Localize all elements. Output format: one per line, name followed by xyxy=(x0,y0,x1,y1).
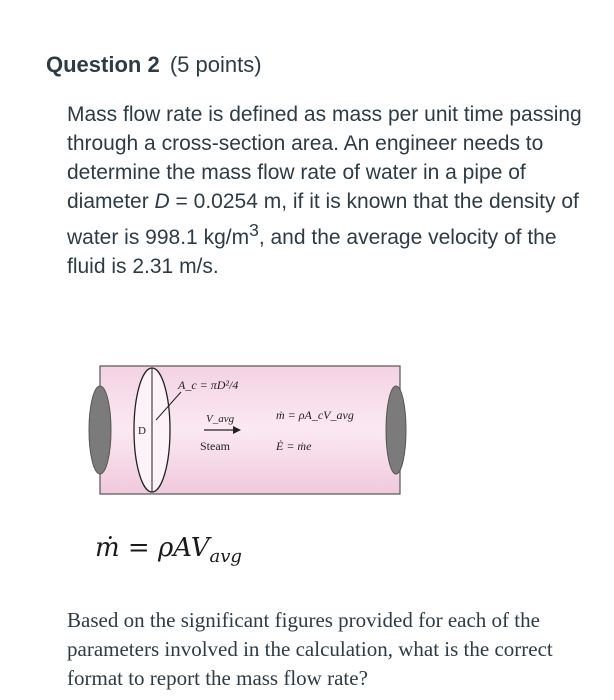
area-formula: A_c = πD²/4 xyxy=(178,378,239,392)
mass-flow-equation: ṁ = ρAV$_{avg}$ xyxy=(95,533,242,568)
question-points: (5 points) xyxy=(169,52,262,77)
question-header xyxy=(46,50,262,80)
pipe-left-end xyxy=(89,386,111,474)
pipe-flow-diagram xyxy=(86,362,408,502)
followup-question: Based on the significant figures provided for each of the parameters involved in the calculation, what is the correct format to report the mass flow rate? xyxy=(67,608,553,690)
diameter-variable: D xyxy=(154,190,170,213)
exponent: 3 xyxy=(249,220,259,240)
mass-flow-formula: ṁ = ρA_cV_avg xyxy=(276,408,354,422)
pipe-right-end xyxy=(386,386,406,474)
question-body xyxy=(67,100,587,281)
question-number: Question 2 xyxy=(46,52,160,77)
velocity-label: V_avg xyxy=(206,413,235,425)
diameter-label: D xyxy=(138,425,146,437)
energy-formula: Ė = ṁe xyxy=(276,439,312,453)
question-paragraph: Mass flow rate is defined as mass per unit time passing through a cross-section area. An engineer needs to determine the mass flow rate of water in a pipe of diameter D = 0.0254 m, if it is known that the density of water is 998.1 $kg/m^3$, and the average velocity of the fluid is 2.31 m/s. xyxy=(67,103,582,278)
steam-label: Steam xyxy=(200,439,230,453)
